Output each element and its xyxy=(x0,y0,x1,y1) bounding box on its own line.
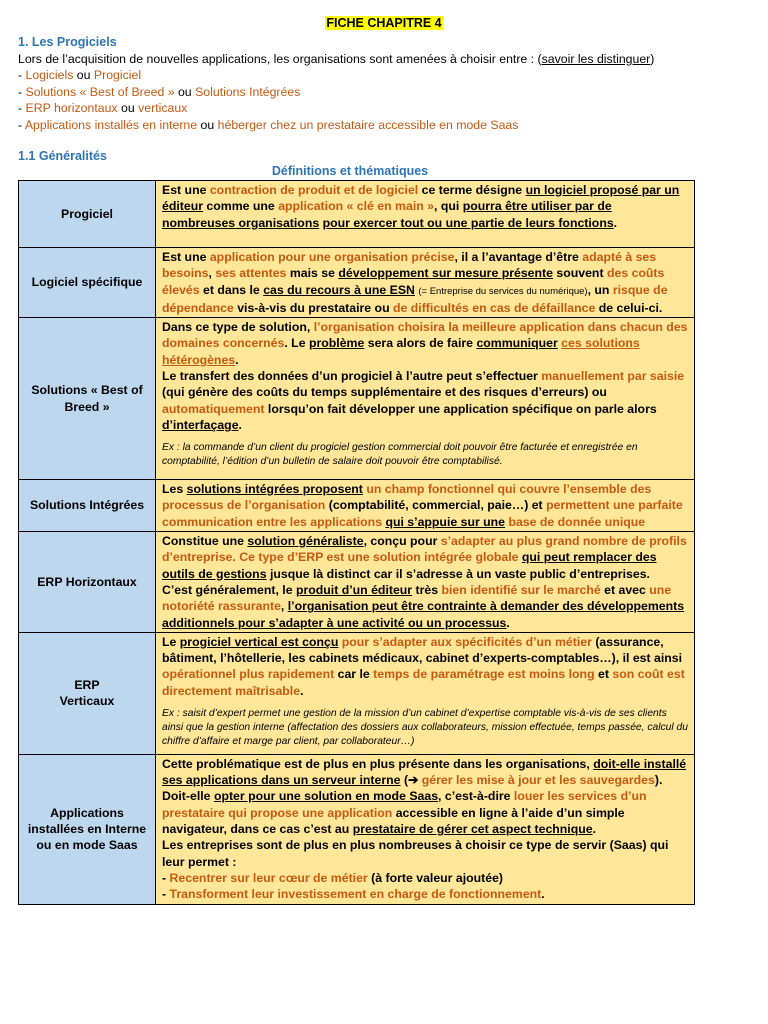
example-note: Ex : saisit d’expert permet une gestion de la mission d’un cabinet d’expertise comptable vis-à-vis de ses clients ainsi que la gestion interne (affectation des dossiers aux collaborateurs, mission effectuée, temps passée, calcul du chiffre d’affaire et marge par client, par collaborateur…) xyxy=(162,708,689,748)
table-row xyxy=(19,480,695,532)
term-cell: Applications installées en Interne ou en mode Saas xyxy=(19,754,156,904)
table-row xyxy=(19,318,695,480)
table-row xyxy=(19,532,695,633)
table-subtitle: Définitions et thématiques xyxy=(271,164,429,178)
term-cell: ERP Verticaux xyxy=(19,632,156,754)
term-cell: Progiciel xyxy=(19,181,156,248)
definition-cell: Cette problématique est de plus en plus présente dans les organisations, doit-elle installé ses applications dans un serveur interne (➔ gérer les mise à jour et les sauvegardes). Doit-elle opter pour une solution en mode Saas, c’est-à-dire louer les services d’un prestataire qui propose une application accessible en ligne à l’aide d’un simple navigateur, dans ce cas c’est au prestataire de gérer cet aspect technique. Les entreprises sont de plus en plus nombreuses à choisir ce type de servir (Saas) qui leur permet : - Recentrer sur leur cœur de métier (à forte valeur ajoutée) - Transforment leur investissement en charge de fonctionnement. xyxy=(156,754,695,904)
definition-cell: Est une contraction de produit et de logiciel ce terme désigne un logiciel proposé par un éditeur comme une application « clé en main », qui pourra être utiliser par de nombreuses organisations pour exercer tout ou une partie de leurs fonctions. xyxy=(156,181,695,248)
section-1-heading: 1. Les Progiciels xyxy=(18,35,117,49)
table-row xyxy=(19,754,695,904)
term-cell: Logiciel spécifique xyxy=(19,248,156,318)
bullet-item: - Applications installés en interne ou héberger chez un prestataire accessible en mode Saas xyxy=(18,117,519,132)
section-1-1-heading: 1.1 Généralités xyxy=(18,149,107,163)
term-cell: Solutions Intégrées xyxy=(19,480,156,532)
section-1-intro xyxy=(18,34,758,133)
definition-cell: Est une application pour une organisation précise, il a l’avantage d’être adapté à ses besoins, ses attentes mais se développement sur mesure présente souvent des coûts élevés et dans le cas du recours à une ESN (= Entreprise du services du numérique), un risque de dépendance vis-à-vis du prestataire ou de difficultés en cas de défaillance de celui-ci. xyxy=(156,248,695,318)
bullet-item: - Solutions « Best of Breed » ou Solutions Intégrées xyxy=(18,84,301,99)
definition-cell: Dans ce type de solution, l’organisation choisira la meilleure application dans chacun des domaines concernés. Le problème sera alors de faire communiquer ces solutions hétérogènes. Le transfert des données d’un progiciel à l’autre peut s’effectuer manuellement par saisie (qui génère des coûts du temps supplémentaire et des risques d’erreurs) ou automatiquement lorsqu’on fait développer une application spécifique on parle alors d’interfaçage. Ex : la commande d’un client du progiciel gestion commercial doit pouvoir être facturée et enregistrée en comptabilité, l’édition d’un bulletin de salaire doit pouvoir être comptabilisé. xyxy=(156,318,695,480)
term-cell: ERP Horizontaux xyxy=(19,532,156,633)
term-cell: Solutions « Best of Breed » xyxy=(19,318,156,480)
arrow-right-icon: ➔ xyxy=(408,773,419,788)
table-row xyxy=(19,248,695,318)
bullet-item: - ERP horizontaux ou verticaux xyxy=(18,101,188,115)
definitions-table xyxy=(18,180,695,905)
page-title: FICHE CHAPITRE 4 xyxy=(326,16,442,30)
definition-cell: Constitue une solution généraliste, conçu pour s’adapter au plus grand nombre de profils d’entreprise. Ce type d’ERP est une solution intégrée globale qui peut remplacer des outils de gestions jusque là distinct car il s’adresse à un vaste public d’entreprises. C’est généralement, le produit d’un éditeur très bien identifié sur le marché et avec une notoriété rassurante, l’organisation peut être contrainte à demander des développements additionnels pour s’adapter à une activité ou un processus. xyxy=(156,532,695,633)
intro-paragraph: Lors de l’acquisition de nouvelles applications, les organisations sont amenées à choisir entre : (savoir les distinguer) xyxy=(18,51,655,66)
definition-cell: Le progiciel vertical est conçu pour s’adapter aux spécificités d’un métier (assurance, bâtiment, l’hôtellerie, les cabinets médicaux, cabinet d’experts-comptables…), il est ainsi opérationnel plus rapidement car le temps de paramétrage est moins long et son coût est directement maîtrisable. Ex : saisit d’expert permet une gestion de la mission d’un cabinet d’expertise comptable vis-à-vis de ses clients ainsi que la gestion interne (affectation des dossiers aux collaborateurs, mission effectuée, temps passée, calcul du chiffre d’affaire et marge par client, par collaborateur…) xyxy=(156,632,695,754)
title-block xyxy=(0,16,768,30)
bullet-item: - Logiciels ou Progiciel xyxy=(18,68,142,82)
table-row xyxy=(19,181,695,248)
definition-cell: Les solutions intégrées proposent un champ fonctionnel qui couvre l’ensemble des processus de l’organisation (comptabilité, commercial, paie…) et permettent une parfaite communication entre les applications qui s’appuie sur une base de donnée unique xyxy=(156,480,695,532)
table-row xyxy=(19,632,695,754)
example-note: Ex : la commande d’un client du progiciel gestion commercial doit pouvoir être facturée et enregistrée en comptabilité, l’édition d’un bulletin de salaire doit pouvoir être comptabilisé. xyxy=(162,442,638,468)
intro-note: savoir les distinguer xyxy=(541,51,651,66)
